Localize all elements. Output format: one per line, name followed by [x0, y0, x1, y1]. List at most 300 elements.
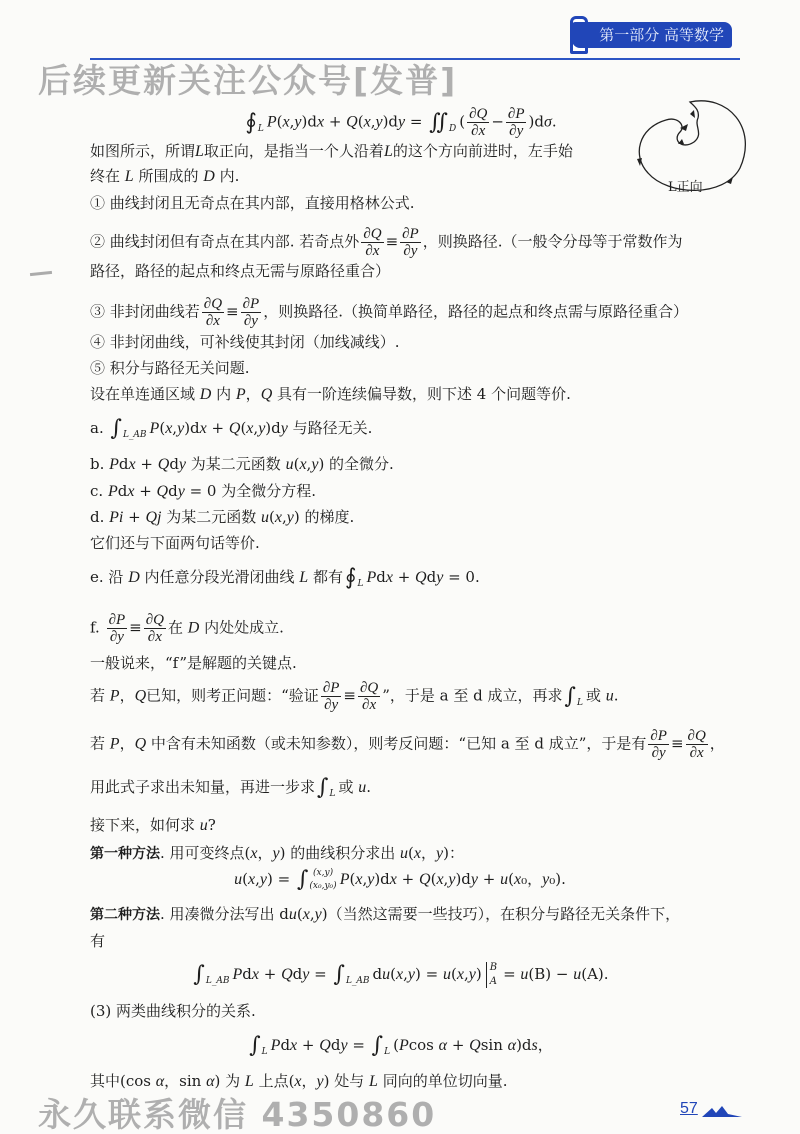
text: 它们还与下面两句话等价. — [90, 534, 260, 552]
text: ( — [508, 870, 514, 888]
text: 有 — [90, 932, 106, 950]
text: )d — [301, 112, 317, 131]
math-symbol: y — [436, 845, 444, 862]
text: ， — [119, 686, 135, 705]
math-symbol: u — [400, 845, 409, 862]
text: − — [491, 112, 504, 131]
text: 终在 — [90, 167, 125, 185]
text-line — [90, 566, 480, 590]
text: ( — [450, 965, 457, 983]
text-line — [90, 776, 371, 800]
text: ) = — [266, 870, 295, 888]
math-symbol: y — [448, 871, 456, 888]
math-symbol: u — [442, 966, 451, 983]
integral-lower: L — [261, 1047, 268, 1057]
text: ) 的梯度. — [293, 508, 355, 526]
math-symbol: α — [438, 1037, 448, 1054]
text: ⑤ 积分与路径无关问题. — [90, 359, 250, 377]
integral-limits — [449, 111, 456, 135]
math-symbol: Q — [156, 483, 169, 500]
text: ) 的全微分. — [318, 455, 394, 473]
text: d — [330, 1036, 341, 1054]
integral-lower: L_AB — [122, 430, 147, 440]
text-line — [90, 165, 239, 188]
math-symbol: y — [542, 871, 550, 888]
text: )d — [516, 1036, 532, 1054]
text-line — [90, 417, 372, 441]
fraction — [361, 226, 383, 259]
fraction — [506, 106, 527, 139]
math-symbol: x — [274, 509, 282, 526]
integral-symbol: ∫ — [317, 775, 329, 800]
math-symbol: y — [407, 966, 416, 983]
math-symbol: y — [314, 906, 322, 923]
text: + — [135, 455, 158, 473]
math-symbol: u — [234, 871, 243, 888]
fraction — [648, 728, 669, 761]
math-symbol: P — [266, 113, 277, 131]
text: d — [280, 1036, 291, 1054]
denominator: ∂y — [109, 629, 124, 645]
math-symbol: P — [107, 483, 118, 500]
text-line — [90, 612, 284, 645]
text: 内处处成立. — [199, 618, 284, 637]
math-symbol: y — [311, 456, 319, 473]
text: . — [551, 112, 557, 131]
integral-limits — [262, 1034, 268, 1058]
text: e. 沿 — [90, 568, 129, 586]
text: + — [123, 508, 146, 526]
integral-limits — [384, 1034, 390, 1058]
math-symbol: u — [261, 509, 270, 526]
math-symbol: D — [128, 569, 140, 586]
text-line — [90, 814, 216, 837]
numerator: ∂Q — [363, 226, 382, 242]
text: d — [118, 455, 129, 473]
integral-sign — [372, 1034, 390, 1058]
text-line — [0, 106, 800, 139]
text-line — [90, 728, 725, 761]
text: , — [309, 905, 315, 923]
integral-sign — [317, 776, 335, 800]
text: ) 的曲线积分求出 — [279, 844, 401, 862]
math-symbol: y — [280, 420, 288, 437]
math-symbol: y — [470, 871, 479, 888]
numerator: ∂Q — [145, 612, 164, 628]
text-line — [90, 453, 394, 476]
math-symbol: x — [413, 845, 421, 862]
integral-lower: L — [384, 1047, 391, 1057]
text-line — [90, 842, 464, 865]
math-symbol: L — [299, 569, 309, 586]
text: 若 — [90, 734, 110, 753]
text: ) 处与 — [323, 1072, 370, 1090]
text: . — [613, 686, 619, 705]
math-symbol: x — [396, 966, 404, 983]
text: )（当然这需要一些技巧），在积分与路径无关条件下， — [321, 905, 681, 923]
math-symbol: x — [127, 483, 135, 500]
numerator: ∂Q — [359, 680, 379, 696]
integral-symbol: ∫ — [249, 1033, 261, 1058]
math-symbol: L — [195, 143, 204, 160]
text: = — [347, 1036, 370, 1054]
integral-lower: L — [576, 697, 583, 708]
page-number: 57 — [680, 1100, 698, 1117]
text: , — [255, 870, 260, 888]
math-symbol: y — [375, 113, 383, 131]
text: 设在单连通区域 — [90, 385, 200, 403]
text: d — [292, 965, 303, 983]
integral-sign — [245, 111, 263, 135]
text: 取正向，是指当一个人沿着 — [203, 142, 384, 160]
text: ，sin — [164, 1072, 207, 1090]
text: )d — [528, 112, 544, 131]
numerator: ∂P — [322, 680, 340, 696]
denominator: ∂x — [365, 243, 380, 259]
text: )d — [374, 870, 390, 888]
text: , — [253, 419, 259, 437]
math-symbol: Q — [281, 966, 293, 983]
math-symbol: x — [246, 420, 254, 437]
math-symbol: D — [187, 619, 200, 637]
integral-sign — [193, 963, 229, 987]
integral-sign — [110, 417, 146, 441]
text: ， — [709, 734, 725, 753]
text: , — [463, 965, 469, 983]
text: = — [309, 965, 332, 983]
text: 如图所示，所谓 — [90, 142, 196, 160]
math-symbol: x — [316, 113, 325, 131]
text-line — [90, 140, 573, 163]
math-symbol: s — [531, 1037, 538, 1054]
bold-term: 第一种方法 — [90, 846, 160, 862]
math-symbol: P — [149, 420, 160, 437]
text: d — [376, 568, 386, 586]
mountain-icon — [702, 1104, 742, 1118]
math-symbol: Q — [134, 735, 147, 753]
integral-limits — [309, 868, 336, 892]
math-symbol: Q — [134, 687, 147, 705]
integral-sign — [565, 685, 583, 709]
text: ( — [393, 1036, 399, 1054]
integral-sign — [333, 963, 369, 987]
text: cos — [408, 1036, 439, 1054]
text: . — [366, 778, 372, 796]
math-symbol: Q — [415, 569, 427, 586]
math-symbol: y — [340, 1037, 348, 1054]
text: + — [258, 965, 282, 983]
math-symbol: x — [199, 420, 207, 437]
math-symbol: x — [355, 871, 363, 888]
integral-limits — [123, 417, 147, 441]
integral-lower: D — [449, 123, 457, 134]
text-line — [90, 331, 400, 353]
text-line — [90, 226, 683, 259]
text: ≡ — [385, 232, 399, 251]
denominator: ∂x — [205, 313, 220, 329]
integral-sign — [345, 566, 363, 590]
text: . 用凑微分法写出 d — [160, 905, 289, 923]
math-symbol: Q — [260, 386, 273, 403]
text: ， — [257, 844, 273, 862]
text: ≡ — [670, 734, 684, 753]
text: = — [405, 112, 428, 131]
integral-lower: L_AB — [205, 976, 230, 986]
math-symbol: x — [282, 113, 290, 131]
text: , — [403, 965, 408, 983]
math-symbol: x — [456, 966, 464, 983]
denominator: ∂x — [689, 745, 704, 761]
math-symbol: x — [165, 420, 173, 437]
text-line — [90, 192, 415, 214]
fraction — [321, 680, 342, 713]
math-symbol: α — [206, 1073, 215, 1090]
text: 内任意分段光滑闭曲线 — [139, 568, 300, 586]
text: 为某二元函数 — [186, 455, 286, 473]
text: ( — [293, 455, 300, 473]
math-symbol: Q — [228, 420, 241, 437]
text: ( — [269, 508, 275, 526]
numerator: ∂P — [108, 612, 126, 628]
text: 具有一阶连续偏导数，则下述 4 个问题等价. — [272, 385, 571, 403]
text: ( — [159, 419, 166, 437]
math-symbol: α — [507, 1037, 517, 1054]
scan-mark — [30, 271, 52, 276]
text-line — [0, 1034, 800, 1058]
watermark-line-2: 永久联系微信 4350860 — [38, 1095, 437, 1134]
evaluation-bar — [486, 962, 497, 988]
integral-lower: L — [357, 579, 364, 589]
text: 或 — [338, 778, 359, 796]
integral-limits — [357, 566, 363, 590]
math-symbol: Q — [157, 456, 170, 473]
text: c. — [90, 482, 108, 500]
text: )d — [184, 419, 200, 437]
math-symbol: u — [605, 687, 614, 705]
numerator: ∂P — [242, 296, 260, 312]
text: , — [172, 419, 178, 437]
fraction — [107, 612, 128, 645]
text: f. — [90, 618, 105, 637]
text: + — [396, 870, 420, 888]
math-symbol: y — [286, 509, 294, 526]
text-line — [90, 480, 316, 503]
numerator: ∂Q — [203, 296, 223, 312]
text: , — [370, 112, 376, 131]
integral-sign — [249, 1034, 267, 1058]
math-symbol: P — [270, 1037, 281, 1054]
math-symbol: u — [520, 966, 529, 983]
math-symbol: x — [251, 966, 259, 983]
math-symbol: y — [468, 966, 476, 983]
integral-symbol: ∫ — [564, 683, 576, 709]
math-symbol: P — [366, 569, 377, 586]
math-symbol: x — [247, 871, 256, 888]
fraction — [686, 728, 708, 761]
math-symbol: P — [232, 966, 243, 983]
denominator: ∂y — [651, 745, 666, 761]
text-line — [0, 962, 800, 988]
text-line — [0, 868, 800, 892]
integral-lower: L — [257, 123, 264, 134]
math-symbol: P — [109, 456, 119, 473]
text: , — [443, 870, 449, 888]
text: 其中(cos — [90, 1072, 156, 1090]
text-line — [90, 1000, 256, 1022]
denominator: ∂x — [147, 629, 162, 645]
text: ( — [242, 870, 248, 888]
math-symbol: y — [398, 113, 406, 131]
denominator: ∂y — [509, 123, 524, 139]
text: ① 曲线封闭且无奇点在其内部，直接用格林公式. — [90, 194, 415, 212]
text: 为某二元函数 — [161, 508, 262, 526]
text: 上点( — [253, 1072, 295, 1090]
integral-limits — [258, 111, 264, 135]
integral-limits — [577, 685, 583, 709]
text: + — [134, 482, 157, 500]
math-symbol: u — [285, 456, 294, 473]
integral-symbol: ∮ — [344, 565, 357, 590]
math-symbol: L — [369, 1073, 378, 1090]
math-symbol: u — [382, 966, 391, 983]
text: ( — [390, 965, 397, 983]
integral-symbol: ∫ — [371, 1033, 384, 1058]
math-symbol: Q — [419, 871, 431, 888]
math-symbol: x — [294, 1073, 302, 1090]
text: 所围成的 — [133, 167, 204, 185]
text: ， — [301, 1072, 317, 1090]
text: ， — [420, 844, 436, 862]
math-symbol: x — [128, 456, 136, 473]
text: ( — [357, 112, 364, 131]
integral-symbol: ∫ — [333, 962, 345, 987]
text: ₀， — [521, 870, 543, 888]
math-symbol: Q — [469, 1037, 481, 1054]
math-symbol: α — [155, 1073, 165, 1090]
text: 若 — [90, 686, 110, 705]
math-symbol: y — [436, 569, 444, 586]
text: d — [117, 482, 128, 500]
text: , — [281, 508, 287, 526]
text: d — [168, 482, 178, 500]
text: 的这个方向前进时，左手始 — [392, 142, 573, 160]
text: ， — [119, 734, 135, 753]
text-line — [90, 903, 680, 926]
math-symbol: L — [244, 1073, 254, 1090]
text: (A). — [581, 965, 609, 983]
math-symbol: y — [302, 966, 310, 983]
integral-upper: (x,y) — [313, 868, 334, 878]
text: ≡ — [129, 618, 142, 637]
text: ( — [459, 112, 466, 131]
denominator: ∂y — [243, 313, 258, 329]
text: 或 — [585, 686, 606, 705]
text: b. — [90, 455, 110, 473]
text: ≡ — [343, 686, 356, 705]
math-symbol: y — [177, 420, 185, 437]
text: + — [392, 568, 416, 586]
math-symbol: u — [573, 966, 582, 983]
math-symbol: u — [288, 906, 297, 923]
text: 内. — [214, 167, 240, 185]
math-symbol: Q — [346, 113, 358, 131]
text: ”，于是 a 至 d 成立，再求 — [382, 686, 563, 705]
text: 已知，则考正问题：“验证 — [146, 686, 319, 705]
text: . 用可变终点( — [160, 844, 251, 862]
fraction — [144, 612, 166, 645]
math-symbol: σ — [543, 113, 552, 131]
eval-sub: A — [489, 976, 497, 987]
integral-symbol: ∫ — [110, 416, 122, 441]
math-symbol: x — [299, 456, 307, 473]
text: d — [242, 965, 252, 983]
text: d — [426, 568, 437, 586]
math-symbol: y — [272, 845, 280, 862]
math-symbol: P — [109, 687, 120, 705]
math-symbol: u — [500, 871, 509, 888]
text: 路径，路径的起点和终点无需与原路径重合） — [90, 262, 391, 280]
text: = 0 为全微分方程. — [184, 482, 317, 500]
fraction — [358, 680, 380, 713]
text: + — [478, 870, 501, 888]
text-line — [90, 357, 250, 379]
text-line — [90, 532, 260, 554]
numerator: ∂Q — [469, 106, 488, 122]
text: , — [289, 112, 295, 131]
math-symbol: L — [383, 143, 393, 160]
bold-term: 第二种方法 — [90, 907, 160, 923]
numerator: ∂P — [402, 226, 419, 242]
text: d — [169, 455, 179, 473]
math-symbol: x — [302, 906, 310, 923]
eval-sup: B — [489, 962, 498, 973]
text: 内 — [211, 385, 236, 403]
text-line — [90, 383, 571, 406]
integral-limits — [346, 963, 370, 987]
math-symbol: P — [109, 735, 120, 753]
denominator: ∂x — [471, 123, 486, 139]
text: ₀). — [549, 870, 566, 888]
text-line — [90, 506, 354, 529]
math-symbol: x — [363, 113, 371, 131]
math-symbol: Qj — [145, 509, 162, 526]
text: ( — [240, 419, 247, 437]
math-symbol: y — [177, 483, 185, 500]
text: 接下来，如何求 — [90, 816, 200, 834]
math-symbol: x — [250, 845, 258, 862]
text: ， — [245, 385, 261, 403]
text: )d — [265, 419, 281, 437]
math-symbol: u — [358, 779, 367, 796]
math-symbol: P — [339, 871, 350, 888]
text: , — [362, 870, 368, 888]
text: ( — [349, 870, 356, 888]
math-symbol: y — [258, 420, 266, 437]
integral-symbol: ∮ — [245, 109, 257, 135]
text: ) 为 — [214, 1072, 245, 1090]
math-symbol: P — [398, 1037, 409, 1054]
denominator: ∂y — [324, 697, 339, 713]
text-line — [90, 652, 297, 674]
section-header: 第一部分 高等数学 — [572, 22, 732, 48]
text: ) — [475, 965, 482, 983]
text: ≡ — [226, 302, 239, 321]
fraction — [400, 226, 421, 259]
math-symbol: x — [385, 569, 393, 586]
fraction — [202, 296, 224, 329]
math-symbol: x — [513, 871, 522, 888]
fraction — [241, 296, 262, 329]
